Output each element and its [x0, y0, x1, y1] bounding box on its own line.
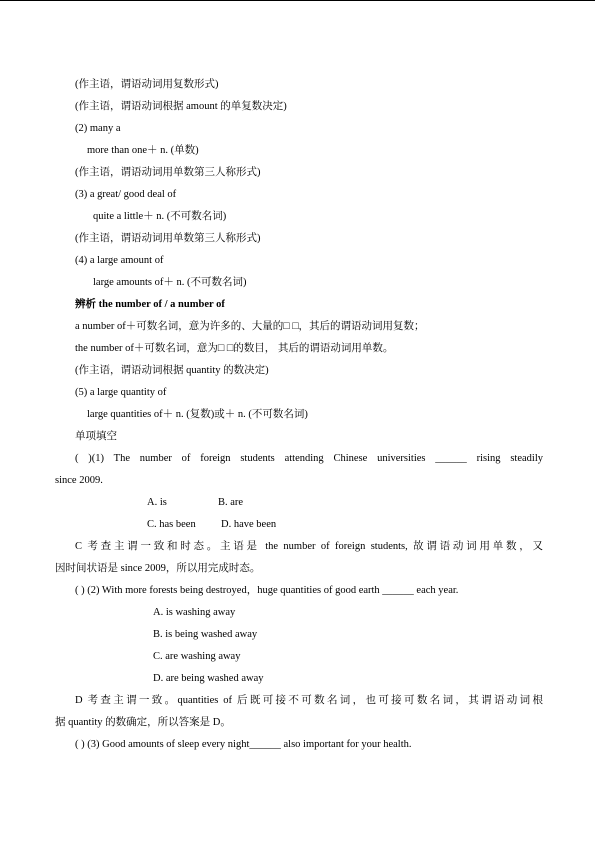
- question-3: ( ) (3) Good amounts of sleep every night______ also important for your health.: [75, 739, 412, 750]
- text-line: quite a little＋ n. (不可数名词): [93, 211, 227, 222]
- text-line: a number of＋可数名词，意为许多的、大量的□ □，其后的谓语动词用复数；: [75, 321, 425, 332]
- section-heading: 辨析 the number of / a number of: [75, 299, 225, 310]
- text-line: (4) a large amount of: [75, 255, 164, 266]
- question-1: ( )(1) The number of foreign students attending Chinese universities ______ rising steadily: [75, 453, 543, 464]
- option-b: B. are: [218, 497, 244, 508]
- text-line: (2) many a: [75, 123, 121, 134]
- text-line: (作主语，谓语动词根据 amount 的单复数决定): [75, 101, 287, 112]
- text-line: large quantities of＋ n. (复数)或＋ n. (不可数名词): [87, 409, 308, 420]
- page-top-border: [0, 0, 595, 1]
- option-a: A. is: [147, 497, 167, 508]
- question-2: ( ) (2) With more forests being destroyed，huge quantities of good earth ______ each year.: [75, 585, 459, 596]
- text-line: (作主语，谓语动词用单数第三人称形式): [75, 233, 261, 244]
- option-a: A. is washing away: [153, 607, 236, 618]
- text-line: (作主语，谓语动词用单数第三人称形式): [75, 167, 261, 178]
- option-b: B. is being washed away: [153, 629, 258, 640]
- option-c: C. are washing away: [153, 651, 241, 662]
- answer-2-continued: 据 quantity 的数确定，所以答案是 D。: [55, 717, 231, 728]
- option-c: C. has been: [147, 519, 196, 530]
- text-line: large amounts of＋ n. (不可数名词): [93, 277, 247, 288]
- text-line: more than one＋ n. (单数): [87, 145, 199, 156]
- option-d: D. have been: [221, 519, 277, 530]
- text-line: (作主语，谓语动词用复数形式): [75, 79, 219, 90]
- text-line: (作主语，谓语动词根据 quantity 的数决定): [75, 365, 269, 376]
- answer-1: C 考查主谓一致和时态。主语是 the number of foreign students, 故谓语动词用单数，又: [75, 541, 543, 552]
- text-line: (3) a great/ good deal of: [75, 189, 177, 200]
- exercise-heading: 单项填空: [75, 431, 117, 442]
- answer-1-continued: 因时间状语是 since 2009，所以用完成时态。: [55, 563, 261, 574]
- option-d: D. are being washed away: [153, 673, 264, 684]
- answer-2: D 考查主谓一致。quantities of 后既可接不可数名词，也可接可数名词，其谓语动词根: [75, 695, 543, 706]
- text-line: the number of＋可数名词，意为□ □的数目， 其后的谓语动词用单数。: [75, 343, 394, 354]
- text-line: (5) a large quantity of: [75, 387, 167, 398]
- question-1-continued: since 2009.: [55, 475, 103, 486]
